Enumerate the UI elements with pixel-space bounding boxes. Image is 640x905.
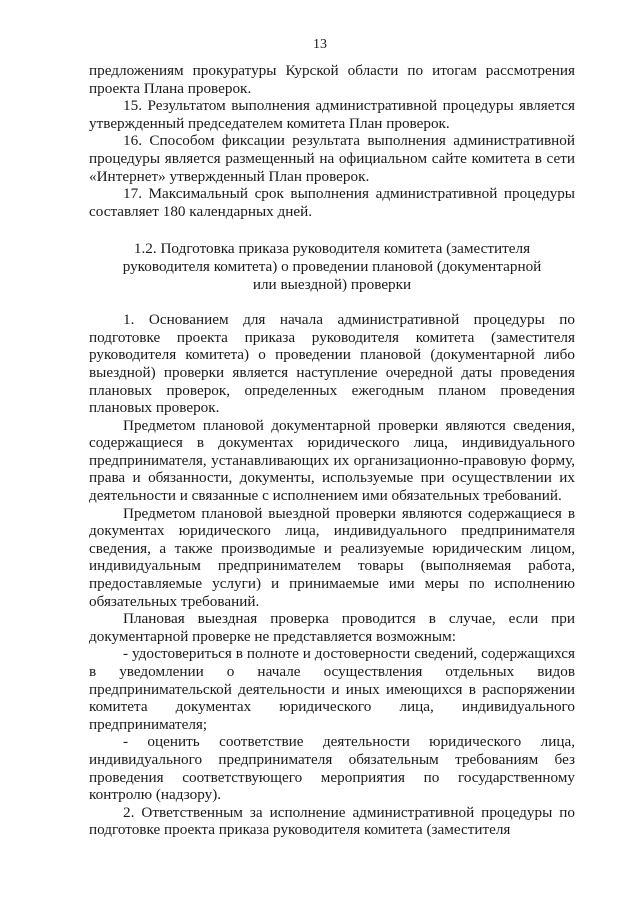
paragraph-1: 1. Основанием для начала административной процедуры по подготовке проекта приказа руководителя комитета (заместителя руководителя комитета) о проведении плановой (документарной либо выездной) проверки является наступление очередной даты проведения плановых проверок, определенных ежегодным планом проведения плановых проверок. [89, 311, 575, 417]
paragraph-onsite-condition: Плановая выездная проверка проводится в случае, если при документарной проверке не представляется возможным: [89, 610, 575, 645]
page-number: 13 [313, 37, 327, 52]
paragraph-17: 17. Максимальный срок выполнения административной процедуры составляет 180 календарных дней. [89, 185, 575, 220]
list-item-assess: - оценить соответствие деятельности юридического лица, индивидуального предпринимателя обязательным требованиям без проведения соответствующего мероприятия по государственному контролю (надзору). [89, 733, 575, 804]
section-heading: 1.2. Подготовка приказа руководителя комитета (заместителя руководителя комитета) о проведении плановой (документарной или выездной) проверки [122, 240, 542, 293]
paragraph-onsite-subject: Предметом плановой выездной проверки являются содержащиеся в документах юридического лица, индивидуального предпринимателя сведения, а также производимые и реализуемые юридическим лицом, индивидуальным предпринимателем товары (выполняемая работа, предоставляемые услуги) и принимаемые ими меры по исполнению обязательных требований. [89, 504, 575, 610]
page-text [89, 62, 575, 839]
paragraph-2: 2. Ответственным за исполнение административной процедуры по подготовке проекта приказа руководителя комитета (заместителя [89, 803, 575, 839]
paragraph-16: 16. Способом фиксации результата выполнения административной процедуры является размещенный на официальном сайте комитета в сети «Интернет» утвержденный План проверок. [89, 132, 575, 185]
paragraph-15: 15. Результатом выполнения административной процедуры является утвержденный председателем комитета План проверок. [89, 97, 575, 132]
paragraph-continuation: предложениям прокуратуры Курской области по итогам рассмотрения проекта Плана проверок. [89, 62, 575, 97]
paragraph-documentary-subject: Предметом плановой документарной проверки являются сведения, содержащиеся в документах юридического лица, индивидуального предпринимателя, устанавливающих их организационно-правовую форму, права и обязанности, документы, используемые при осуществлении их деятельности и связанные с исполнением ими обязательных требований. [89, 416, 575, 505]
list-item-verify: - удостовериться в полноте и достоверности сведений, содержащихся в уведомлении о начале осуществления отдельных видов предпринимательской деятельности и иных имеющихся в распоряжении комитета документах юридического лица, индивидуального предпринимателя; [89, 645, 575, 733]
